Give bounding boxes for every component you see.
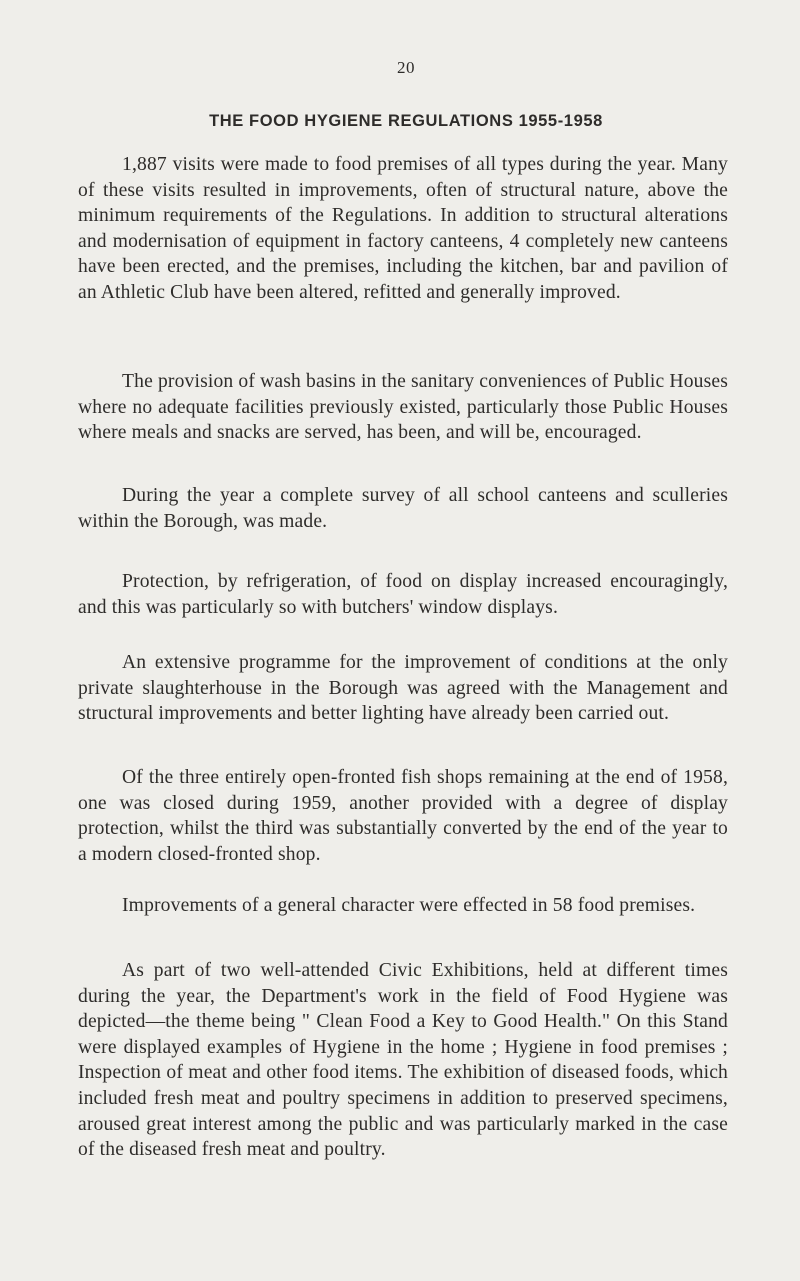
paragraph-general-improvements: Improvements of a general character were effected in 58 food premises. [122, 895, 696, 916]
section-heading: THE FOOD HYGIENE REGULATIONS 1955-1958 [209, 112, 603, 130]
page-number: 20 [397, 58, 415, 77]
paragraph-visits: 1,887 visits were made to food premises of all types during the year. Many of these visits resulted in improvements, often of structural nature, above the minimum requirements of the Regulations. In addition to structural alterations and modernisation of equipment in factory canteens, 4 completely new canteens have been erected, and the premises, including the kitchen, bar and pavilion of an Athletic Club have been altered, refitted and generally improved. [78, 154, 728, 303]
paragraph-slaughterhouse: An extensive programme for the improvement of conditions at the only private slaughterhouse in the Borough was agreed with the Management and structural improvements and better lighting have already been carried out. [78, 652, 728, 725]
paragraph-civic-exhibitions: As part of two well-attended Civic Exhibitions, held at different times during the year, the Department's work in the field of Food Hygiene was depicted—the theme being " Clean Food a Key to Good Health." On this Stand were displayed examples of Hygiene in the home ; Hygiene in food premises ; Inspection of meat and other food items. The exhibition of diseased foods, which included fresh meat and poultry specimens in addition to preserved specimens, aroused great interest among the public and was particularly marked in the case of the diseased fresh meat and poultry. [78, 960, 728, 1161]
paragraph-wash-basins: The provision of wash basins in the sanitary conveniences of Public Houses where no adequate facilities previously existed, particularly those Public Houses where meals and snacks are served, has been, and will be, encouraged. [78, 371, 728, 444]
paragraph-refrigeration: Protection, by refrigeration, of food on display increased encouragingly, and this was particularly so with butchers' window displays. [78, 571, 728, 618]
paragraph-fish-shops: Of the three entirely open-fronted fish shops remaining at the end of 1958, one was closed during 1959, another provided with a degree of display protection, whilst the third was substantially converted by the end of the year to a modern closed-fronted shop. [78, 767, 728, 865]
paragraph-school-canteens: During the year a complete survey of all school canteens and sculleries within the Borough, was made. [78, 485, 728, 532]
